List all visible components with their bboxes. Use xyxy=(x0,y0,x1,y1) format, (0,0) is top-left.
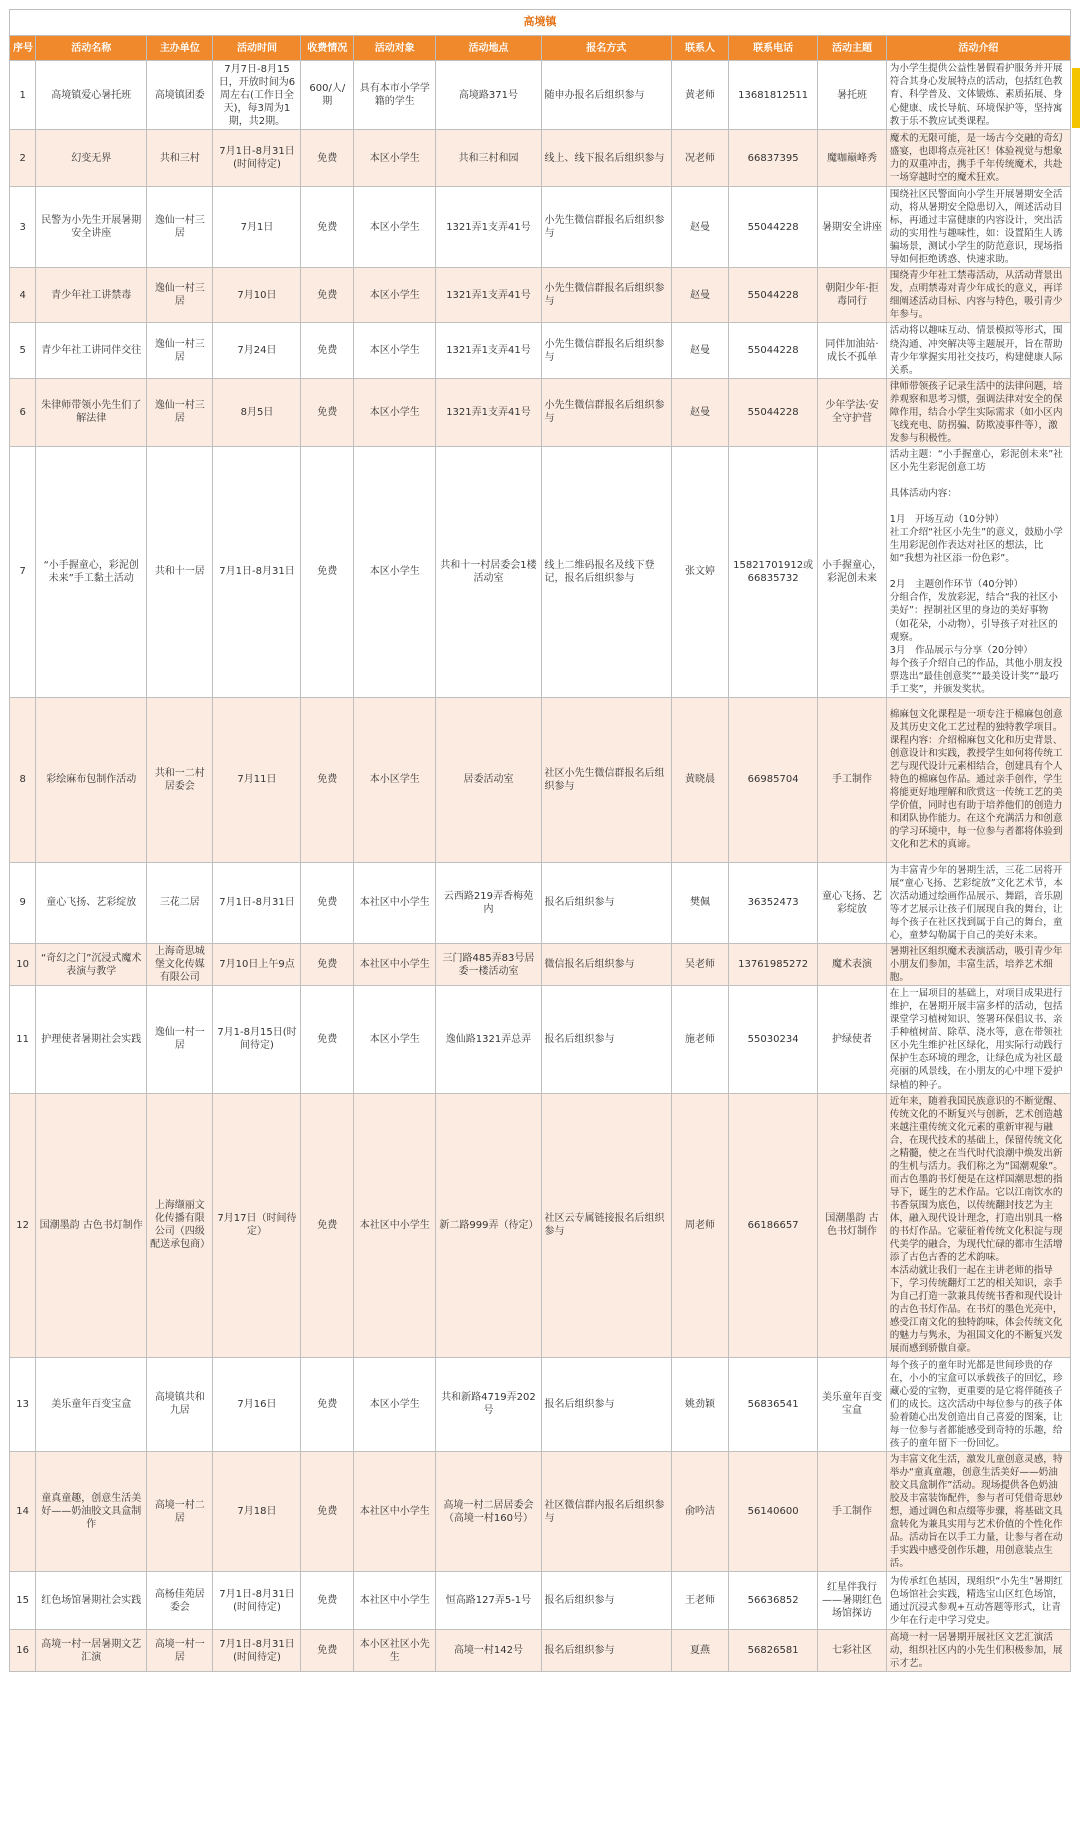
cell-contact: 黄晓晨 xyxy=(671,697,728,862)
cell-signup: 报名后组织参与 xyxy=(541,1357,671,1451)
cell-signup: 线上二维码报名及线下登记，报名后组织参与 xyxy=(541,446,671,697)
cell-signup: 社区小先生微信群报名后组织参与 xyxy=(541,697,671,862)
header-no: 序号 xyxy=(10,36,36,61)
table-row xyxy=(10,61,1071,130)
cell-fee: 免费 xyxy=(301,1357,354,1451)
table-row xyxy=(10,862,1071,943)
cell-target: 本小区学生 xyxy=(354,697,436,862)
cell-no: 2 xyxy=(10,130,36,187)
cell-phone: 56140600 xyxy=(729,1451,818,1571)
cell-org: 逸仙一村三居 xyxy=(147,323,213,378)
cell-no: 6 xyxy=(10,378,36,446)
cell-signup: 小先生微信群报名后组织参与 xyxy=(541,187,671,268)
cell-time: 7月1日-8月31日(时间待定) xyxy=(213,1572,301,1630)
cell-intro: 魔术的无限可能，是一场古今交融的奇幻盛宴，也即将点亮社区！体验视觉与想象力的双重冲击，携手千年传统魔术，共赴一场穿越时空的魔术狂欢。 xyxy=(886,130,1070,187)
cell-contact: 姚劲颖 xyxy=(671,1357,728,1451)
cell-org: 高杨佳苑居委会 xyxy=(147,1572,213,1630)
cell-signup: 社区微信群内报名后组织参与 xyxy=(541,1451,671,1571)
table-row xyxy=(10,1093,1071,1357)
cell-phone: 55044228 xyxy=(729,323,818,378)
cell-place: 恒高路127弄5-1号 xyxy=(436,1572,541,1630)
cell-no: 4 xyxy=(10,268,36,323)
cell-contact: 樊佩 xyxy=(671,862,728,943)
table-row xyxy=(10,268,1071,323)
cell-no: 16 xyxy=(10,1630,36,1672)
cell-intro: 为传承红色基因，现组织“小先生”暑期红色场馆社会实践，精选宝山区红色场馆，通过沉浸式参观+互动答题等形式，让青少年在行走中学习党史。 xyxy=(886,1572,1070,1630)
table-row xyxy=(10,986,1071,1093)
cell-time: 7月1-8月15日(时间待定) xyxy=(213,986,301,1093)
header-fee: 收费情况 xyxy=(301,36,354,61)
cell-fee: 600/人/期 xyxy=(301,61,354,130)
table-row xyxy=(10,1357,1071,1451)
cell-theme: 暑期安全讲座 xyxy=(818,187,887,268)
cell-name: 美乐童年百变宝盒 xyxy=(36,1357,147,1451)
cell-fee: 免费 xyxy=(301,1451,354,1571)
cell-time: 7月1日-8月31日(时间待定) xyxy=(213,1630,301,1672)
cell-time: 7月7日-8月15日，开放时间为6周左右(工作日全天)，每3周为1期，共2期。 xyxy=(213,61,301,130)
cell-no: 9 xyxy=(10,862,36,943)
cell-target: 本小区社区小先生 xyxy=(354,1630,436,1672)
cell-place: 共和三村和园 xyxy=(436,130,541,187)
cell-intro: 为小学生提供公益性暑假看护服务并开展符合其身心发展特点的活动，包括红色教育、科学普及、文体锻炼、素质拓展、身心健康、成长导航、环境保护等，坚持寓教于乐不教应试类课程。 xyxy=(886,61,1070,130)
cell-phone: 66837395 xyxy=(729,130,818,187)
cell-phone: 13761985272 xyxy=(729,944,818,986)
cell-signup: 小先生微信群报名后组织参与 xyxy=(541,323,671,378)
cell-phone: 56826581 xyxy=(729,1630,818,1672)
table-row xyxy=(10,697,1071,862)
cell-name: 红色场馆暑期社会实践 xyxy=(36,1572,147,1630)
cell-intro: 围绕青少年社工禁毒活动，从活动背景出发，点明禁毒对青少年成长的意义，再详细阐述活动目标、内容与特色，吸引青少年参与。 xyxy=(886,268,1070,323)
cell-time: 7月1日-8月31日 xyxy=(213,862,301,943)
cell-signup: 微信报名后组织参与 xyxy=(541,944,671,986)
cell-name: 童心飞扬、艺彩绽放 xyxy=(36,862,147,943)
cell-place: 共和新路4719弄202号 xyxy=(436,1357,541,1451)
cell-no: 1 xyxy=(10,61,36,130)
header-org: 主办单位 xyxy=(147,36,213,61)
cell-org: 上海缬丽文化传播有限公司（四级配送承包商） xyxy=(147,1093,213,1357)
cell-name: 护理使者暑期社会实践 xyxy=(36,986,147,1093)
cell-fee: 免费 xyxy=(301,378,354,446)
cell-place: 1321弄1支弄41号 xyxy=(436,323,541,378)
table-row xyxy=(10,446,1071,697)
cell-name: 彩绘麻布包制作活动 xyxy=(36,697,147,862)
cell-contact: 俞吟洁 xyxy=(671,1451,728,1571)
header-signup: 报名方式 xyxy=(541,36,671,61)
cell-fee: 免费 xyxy=(301,446,354,697)
cell-time: 7月18日 xyxy=(213,1451,301,1571)
cell-fee: 免费 xyxy=(301,187,354,268)
cell-time: 7月16日 xyxy=(213,1357,301,1451)
cell-phone: 15821701912或66835732 xyxy=(729,446,818,697)
cell-no: 10 xyxy=(10,944,36,986)
cell-fee: 免费 xyxy=(301,862,354,943)
cell-place: 1321弄1支弄41号 xyxy=(436,268,541,323)
header-time: 活动时间 xyxy=(213,36,301,61)
cell-contact: 施老师 xyxy=(671,986,728,1093)
cell-contact: 王老师 xyxy=(671,1572,728,1630)
cell-name: 童真童趣，创意生活美好——奶油胶文具盒制作 xyxy=(36,1451,147,1571)
cell-time: 7月1日-8月31日 xyxy=(213,446,301,697)
cell-time: 7月17日（时间待定） xyxy=(213,1093,301,1357)
cell-no: 14 xyxy=(10,1451,36,1571)
cell-fee: 免费 xyxy=(301,697,354,862)
cell-place: 共和十一村居委会1楼活动室 xyxy=(436,446,541,697)
cell-no: 8 xyxy=(10,697,36,862)
cell-time: 7月11日 xyxy=(213,697,301,862)
cell-theme: 七彩社区 xyxy=(818,1630,887,1672)
cell-no: 11 xyxy=(10,986,36,1093)
cell-time: 7月1日-8月31日(时间待定) xyxy=(213,130,301,187)
cell-signup: 小先生微信群报名后组织参与 xyxy=(541,378,671,446)
cell-phone: 56636852 xyxy=(729,1572,818,1630)
cell-org: 上海奇思城堡文化传媒有限公司 xyxy=(147,944,213,986)
cell-theme: 魔咖巅峰秀 xyxy=(818,130,887,187)
cell-org: 共和一二村居委会 xyxy=(147,697,213,862)
cell-intro: 高境一村一居暑期开展社区文艺汇演活动，组织社区内的小先生们积极参加，展示才艺。 xyxy=(886,1630,1070,1672)
cell-signup: 小先生微信群报名后组织参与 xyxy=(541,268,671,323)
cell-phone: 55044228 xyxy=(729,187,818,268)
cell-theme: 少年学法·安全守护营 xyxy=(818,378,887,446)
header-intro: 活动介绍 xyxy=(886,36,1070,61)
cell-org: 三花二居 xyxy=(147,862,213,943)
cell-target: 本区小学生 xyxy=(354,1357,436,1451)
activity-sheet xyxy=(9,9,1071,1672)
cell-target: 本社区中小学生 xyxy=(354,944,436,986)
cell-phone: 13681812511 xyxy=(729,61,818,130)
cell-place: 云西路219弄香梅苑内 xyxy=(436,862,541,943)
cell-theme: 童心飞扬、艺彩绽放 xyxy=(818,862,887,943)
cell-phone: 66985704 xyxy=(729,697,818,862)
cell-intro: 围绕社区民警面向小学生开展暑期安全活动，将从暑期安全隐患切入，阐述活动目标，再通过丰富健康的内容设计，突出活动的实用性与趣味性，如：设置陌生人诱骗场景，测试小学生的防范意识，现场指导如何拒绝诱惑、快速求助。 xyxy=(886,187,1070,268)
cell-intro: 每个孩子的童年时光都是世间珍贵的存在，小小的宝盒可以承载孩子的回忆，珍藏心爱的宝物，更重要的是它将伴随孩子们的成长。这次活动中每位参与的孩子体验着随心出发创造出自己喜爱的图案，让每一位参与者都能感受到奇特的乐趣，给孩子的童年留下一份回忆。 xyxy=(886,1357,1070,1451)
table-row xyxy=(10,944,1071,986)
cell-time: 7月10日上午9点 xyxy=(213,944,301,986)
cell-contact: 况老师 xyxy=(671,130,728,187)
header-phone: 联系电话 xyxy=(729,36,818,61)
cell-place: 新二路999弄（待定） xyxy=(436,1093,541,1357)
cell-target: 本社区中小学生 xyxy=(354,1093,436,1357)
cell-place: 三门路485弄83号居委一楼活动室 xyxy=(436,944,541,986)
header-theme: 活动主题 xyxy=(818,36,887,61)
table-row xyxy=(10,130,1071,187)
cell-no: 3 xyxy=(10,187,36,268)
cell-contact: 赵曼 xyxy=(671,268,728,323)
cell-signup: 报名后组织参与 xyxy=(541,986,671,1093)
cell-intro: 活动主题：“小手握童心，彩泥创未来”社区小先生彩泥创意工坊 具体活动内容： 1月 开场互动（10分钟） 社工介绍“社区小先生”的意义，鼓励小学生用彩泥创作表达对社区的想法，比如“我想为社区添一份色彩”。 2月 主题创作环节（40分钟） 分组合作，发放彩泥，结合“我的社区小美好”：捏制社区里的身边的美好事物（如花朵，小动物），引导孩子对社区的观察。 3月 作品展示与分享（20分钟） 每个孩子介绍自己的作品，其他小朋友投票选出“最佳创意奖”“最美设计奖”“最巧手工奖”，并颁发奖状。 xyxy=(886,446,1070,697)
cell-phone: 55044228 xyxy=(729,378,818,446)
cell-no: 12 xyxy=(10,1093,36,1357)
header-contact: 联系人 xyxy=(671,36,728,61)
cell-contact: 黄老师 xyxy=(671,61,728,130)
cell-phone: 55030234 xyxy=(729,986,818,1093)
cell-theme: 魔术表演 xyxy=(818,944,887,986)
cell-name: 国潮墨韵 古色书灯制作 xyxy=(36,1093,147,1357)
activity-table xyxy=(9,9,1071,1672)
cell-contact: 夏燕 xyxy=(671,1630,728,1672)
cell-signup: 报名后组织参与 xyxy=(541,1630,671,1672)
cell-phone: 66186657 xyxy=(729,1093,818,1357)
cell-org: 高境镇团委 xyxy=(147,61,213,130)
cell-intro: 暑期社区组织魔术表演活动，吸引青少年小朋友们参加，丰富生活，培养艺术细胞。 xyxy=(886,944,1070,986)
cell-name: 高境一村一居暑期文艺汇演 xyxy=(36,1630,147,1672)
table-body xyxy=(10,61,1071,1672)
table-row xyxy=(10,323,1071,378)
cell-target: 本区小学生 xyxy=(354,378,436,446)
cell-theme: 手工制作 xyxy=(818,697,887,862)
cell-place: 高境一村142号 xyxy=(436,1630,541,1672)
cell-org: 逸仙一村三居 xyxy=(147,378,213,446)
cell-org: 共和十一居 xyxy=(147,446,213,697)
cell-signup: 线上、线下报名后组织参与 xyxy=(541,130,671,187)
cell-target: 具有本市小学学籍的学生 xyxy=(354,61,436,130)
cell-target: 本区小学生 xyxy=(354,268,436,323)
cell-intro: 律师带领孩子记录生活中的法律问题，培养观察和思考习惯，强调法律对安全的保障作用，结合小学生实际需求（如小区内飞线充电、防拐骗、防欺凌事件等），激发参与积极性。 xyxy=(886,378,1070,446)
cell-time: 8月5日 xyxy=(213,378,301,446)
cell-name: 青少年社工讲同伴交往 xyxy=(36,323,147,378)
cell-org: 逸仙一村三居 xyxy=(147,187,213,268)
cell-contact: 吴老师 xyxy=(671,944,728,986)
header-place: 活动地点 xyxy=(436,36,541,61)
cell-fee: 免费 xyxy=(301,1093,354,1357)
cell-place: 高境一村二居居委会（高境一村160号） xyxy=(436,1451,541,1571)
cell-contact: 赵曼 xyxy=(671,323,728,378)
cell-theme: 手工制作 xyxy=(818,1451,887,1571)
cell-theme: 同伴加油站·成长不孤单 xyxy=(818,323,887,378)
scrollbar-thumb[interactable] xyxy=(1072,68,1080,128)
cell-intro: 为丰富文化生活，激发儿童创意灵感，特举办“童真童趣，创意生活美好——奶油胶文具盒制作”活动。现场提供各色奶油胶及丰富装饰配件，参与者可凭借奇思妙想，通过调色和点缀等步骤，将基础文具盒转化为兼具实用与艺术价值的个性化作品。活动旨在以手工力量，让参与者在动手实践中感受创作乐趣，用创意装点生活。 xyxy=(886,1451,1070,1571)
table-row xyxy=(10,187,1071,268)
cell-phone: 55044228 xyxy=(729,268,818,323)
cell-theme: 护绿使者 xyxy=(818,986,887,1093)
cell-target: 本社区中小学生 xyxy=(354,862,436,943)
table-title: 高境镇 xyxy=(10,10,1071,36)
table-row xyxy=(10,1630,1071,1672)
cell-name: 青少年社工讲禁毒 xyxy=(36,268,147,323)
cell-no: 7 xyxy=(10,446,36,697)
cell-target: 本区小学生 xyxy=(354,130,436,187)
cell-fee: 免费 xyxy=(301,323,354,378)
cell-fee: 免费 xyxy=(301,944,354,986)
cell-time: 7月10日 xyxy=(213,268,301,323)
cell-signup: 报名后组织参与 xyxy=(541,862,671,943)
cell-org: 高境镇共和九居 xyxy=(147,1357,213,1451)
cell-org: 高境一村一居 xyxy=(147,1630,213,1672)
cell-no: 13 xyxy=(10,1357,36,1451)
header-row xyxy=(10,36,1071,61)
cell-intro: 活动将以趣味互动、情景模拟等形式，围绕沟通、冲突解决等主题展开，旨在帮助青少年掌握实用社交技巧，构建健康人际关系。 xyxy=(886,323,1070,378)
cell-place: 1321弄1支弄41号 xyxy=(436,378,541,446)
cell-intro: 棉麻包文化课程是一项专注于棉麻包创意及其历史文化工艺过程的独特教学项目。课程内容：介绍棉麻包文化和历史背景、创意设计和实践，教授学生如何将传统工艺与现代设计元素相结合，创建具有个人特色的棉麻包作品。通过亲手创作，学生将能更好地理解和欣赏这一传统工艺的美学价值，同时也有助于培养他们的创造力和团队协作能力。在这个充满活力和创意的学习环境中，每一位参与者都将体验到文化和艺术的真谛。 xyxy=(886,697,1070,862)
cell-target: 本区小学生 xyxy=(354,986,436,1093)
cell-time: 7月24日 xyxy=(213,323,301,378)
cell-fee: 免费 xyxy=(301,1572,354,1630)
cell-no: 15 xyxy=(10,1572,36,1630)
cell-theme: 暑托班 xyxy=(818,61,887,130)
cell-org: 高境一村二居 xyxy=(147,1451,213,1571)
cell-theme: 朝阳少年·拒毒同行 xyxy=(818,268,887,323)
cell-phone: 36352473 xyxy=(729,862,818,943)
cell-target: 本区小学生 xyxy=(354,323,436,378)
cell-target: 本社区中小学生 xyxy=(354,1572,436,1630)
cell-place: 1321弄1支弄41号 xyxy=(436,187,541,268)
cell-contact: 赵曼 xyxy=(671,378,728,446)
cell-fee: 免费 xyxy=(301,130,354,187)
cell-signup: 报名后组织参与 xyxy=(541,1572,671,1630)
cell-place: 逸仙路1321弄总弄 xyxy=(436,986,541,1093)
cell-intro: 近年来，随着我国民族意识的不断觉醒、传统文化的不断复兴与创新，艺术创造越来越注重传统文化元素的重新审视与融合，在现代技术的基础上，保留传统文化之精髓，使之在当代时代浪潮中焕发出新的生机与活力。我们称之为“国潮观象”。 而古色墨韵书灯便是在这样国潮思想的指导下，诞生的艺术作品。它以江南饮水的书香氛围为底色，以传统翻封技艺为主体，融入现代设计理念，打造出别具一格的书灯作品。它蒙征着传统文化积淀与现代美学的融合，为现代忙碌的都市生活增添了古色古香的艺术韵味。 本活动就让我们一起在主讲老师的指导下，学习传统翻灯工艺的相关知识，亲手为自己打造一款兼具传统书香和现代设计的古色书灯作品。在书灯的墨色光亮中，感受江南文化的独特韵味，体会传统文化的魅力与隽永，为祖国文化的不断复兴发展而感到骄傲自豪。 xyxy=(886,1093,1070,1357)
table-row xyxy=(10,378,1071,446)
cell-contact: 张文婷 xyxy=(671,446,728,697)
cell-fee: 免费 xyxy=(301,986,354,1093)
cell-org: 共和三村 xyxy=(147,130,213,187)
table-row xyxy=(10,1451,1071,1571)
cell-contact: 周老师 xyxy=(671,1093,728,1357)
cell-intro: 为丰富青少年的暑期生活，三花二居将开展“童心飞扬、艺彩绽放”文化艺术节，本次活动通过绘画作品展示、舞蹈，音乐剧等才艺展示让孩子们展现自我的舞台，让每个孩子在社区找到属于自己的舞台，童心，童梦勾勒属于自己的美好未来。 xyxy=(886,862,1070,943)
cell-place: 居委活动室 xyxy=(436,697,541,862)
header-target: 活动对象 xyxy=(354,36,436,61)
header-name: 活动名称 xyxy=(36,36,147,61)
cell-fee: 免费 xyxy=(301,268,354,323)
cell-theme: 国潮墨韵 古色书灯制作 xyxy=(818,1093,887,1357)
cell-target: 本区小学生 xyxy=(354,446,436,697)
cell-fee: 免费 xyxy=(301,1630,354,1672)
cell-intro: 在上一届项目的基础上，对项目成果进行维护，在暑期开展丰富多样的活动，包括课堂学习植树知识、签署环保倡议书、亲手种植树苗、除草、浇水等，意在带领社区小先生维护社区绿化，用实际行动践行保护生态环境的理念，让绿色成为社区最亮丽的风景线，在小朋友的心中埋下爱护绿植的种子。 xyxy=(886,986,1070,1093)
cell-theme: 红星伴我行——暑期红色场馆探访 xyxy=(818,1572,887,1630)
cell-phone: 56836541 xyxy=(729,1357,818,1451)
cell-no: 5 xyxy=(10,323,36,378)
cell-theme: 美乐童年百变宝盒 xyxy=(818,1357,887,1451)
cell-name: 民警为小先生开展暑期安全讲座 xyxy=(36,187,147,268)
cell-org: 逸仙一村一居 xyxy=(147,986,213,1093)
cell-name: 幻变无界 xyxy=(36,130,147,187)
cell-name: “奇幻之门”沉浸式魔术表演与教学 xyxy=(36,944,147,986)
table-row xyxy=(10,1572,1071,1630)
cell-org: 逸仙一村三居 xyxy=(147,268,213,323)
cell-signup: 随申办报名后组织参与 xyxy=(541,61,671,130)
cell-signup: 社区云专属链接报名后组织参与 xyxy=(541,1093,671,1357)
cell-name: 朱律师带领小先生们了解法律 xyxy=(36,378,147,446)
cell-name: “小手握童心，彩泥创未来”手工黏土活动 xyxy=(36,446,147,697)
cell-theme: 小手握童心，彩泥创未来 xyxy=(818,446,887,697)
cell-place: 高境路371号 xyxy=(436,61,541,130)
cell-target: 本区小学生 xyxy=(354,187,436,268)
cell-target: 本社区中小学生 xyxy=(354,1451,436,1571)
cell-contact: 赵曼 xyxy=(671,187,728,268)
cell-time: 7月1日 xyxy=(213,187,301,268)
cell-name: 高境镇爱心暑托班 xyxy=(36,61,147,130)
